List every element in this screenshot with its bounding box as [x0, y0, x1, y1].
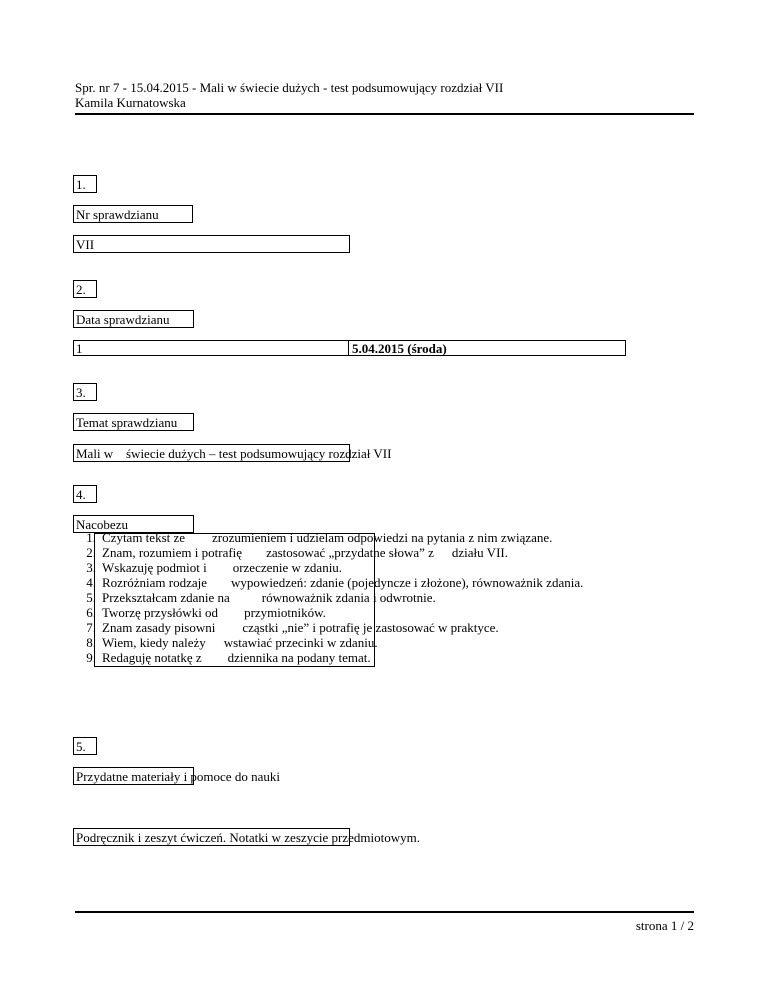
document-header-author: Kamila Kurnatowska: [75, 95, 186, 110]
field-label: Nacobezu: [76, 517, 128, 532]
list-item-text: równoważnik zdania i odwrotnie.: [261, 590, 436, 605]
list-item-text: Przekształcam zdanie na: [102, 590, 230, 605]
list-item-text: cząstki „nie” i potrafię je zastosować w praktyce.: [242, 620, 499, 635]
section-number: 5.: [76, 739, 86, 754]
section-number: 1.: [76, 177, 86, 192]
field-value-part: 1: [76, 341, 83, 356]
page-number: strona 1 / 2: [635, 918, 694, 933]
field-label: Data sprawdzianu: [76, 312, 170, 327]
list-item-text: Redaguję notatkę z: [102, 650, 202, 665]
list-item-text: dziennika na podany temat.: [227, 650, 371, 665]
list-item-number: 7.: [86, 620, 96, 635]
list-item-text: zastosować „przydatne słowa” z: [266, 545, 434, 560]
list-item-text: Znam, rozumiem i potrafię: [102, 545, 243, 560]
field-value-part: świecie dużych – test podsumowujący rozdział VII: [126, 446, 392, 461]
field-value-date: 5.04.2015 (środa): [352, 341, 447, 356]
list-item-number: 2.: [86, 545, 96, 560]
field-label: Przydatne materiały i pomoce do nauki: [76, 769, 280, 784]
list-item-text: zrozumieniem i udzielam odpowiedzi na pytania z nim związane.: [212, 530, 553, 545]
field-label: Temat sprawdzianu: [76, 415, 178, 430]
footer-divider: [75, 911, 694, 913]
list-item-text: działu VII.: [451, 545, 508, 560]
list-item-number: 9.: [86, 650, 96, 665]
list-item-text: Tworzę przysłówki od: [102, 605, 219, 620]
list-item-number: 3.: [86, 560, 96, 575]
list-item-text: przymiotników.: [244, 605, 326, 620]
section-number: 3.: [76, 385, 86, 400]
list-item-number: 6.: [86, 605, 96, 620]
field-value-box: [73, 235, 350, 253]
list-item-text: Rozróżniam rodzaje: [102, 575, 208, 590]
list-item-text: orzeczenie w zdaniu.: [232, 560, 343, 575]
field-label: Nr sprawdzianu: [76, 207, 159, 222]
list-item-number: 5.: [86, 590, 96, 605]
header-divider: [75, 113, 694, 115]
document-header-title: Spr. nr 7 - 15.04.2015 - Mali w świecie dużych - test podsumowujący rozdział VII: [75, 80, 504, 95]
list-item-number: 1.: [86, 530, 96, 545]
list-item-text: wypowiedzeń: zdanie (pojedyncze i złożone), równoważnik zdania.: [231, 575, 584, 590]
list-item-text: Wskazuję podmiot i: [102, 560, 207, 575]
section-number: 2.: [76, 282, 86, 297]
list-item-text: Czytam tekst ze: [102, 530, 186, 545]
field-value-part: Mali w: [76, 446, 114, 461]
field-value: Podręcznik i zeszyt ćwiczeń. Notatki w zeszycie przedmiotowym.: [76, 830, 421, 845]
list-item-number: 8.: [86, 635, 96, 650]
list-item-text: Znam zasady pisowni: [102, 620, 216, 635]
list-item-text: wstawiać przecinki w zdaniu.: [223, 635, 378, 650]
list-item-number: 4.: [86, 575, 96, 590]
section-number: 4.: [76, 487, 86, 502]
field-value: VII: [76, 237, 95, 252]
list-item-text: Wiem, kiedy należy: [102, 635, 206, 650]
